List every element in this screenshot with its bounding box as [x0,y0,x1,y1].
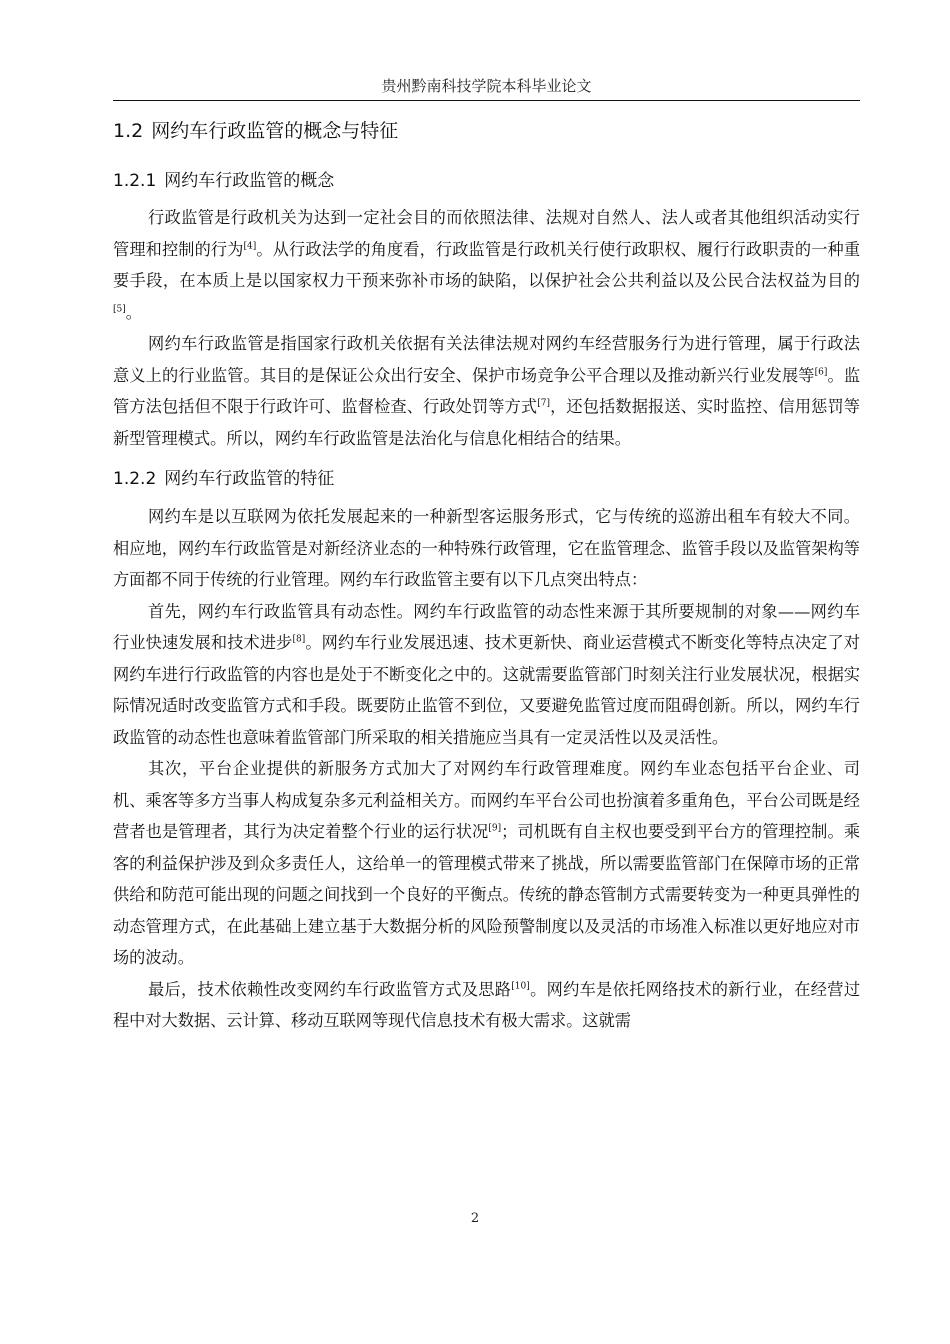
section-title: 网约车行政监管的概念与特征 [151,120,399,142]
header-rule [113,100,860,101]
paragraph-4 [113,596,860,754]
paragraph-1 [113,202,860,328]
section-heading [113,116,860,146]
paragraph-6 [113,974,860,1037]
text-run: 。监管方法包括但不限于行政许可、监督检查、行政处罚等方式 [113,365,861,416]
text-run: ；司机既有自主权也要受到平台方的管理控制。乘客的利益保护涉及到众多责任人，这给单一的管理模式带来了挑战，所以需要监管部门在保障市场的正常供给和防范可能出现的问题之间找到一个良好的平衡点。传统的静态管制方式需要转变为一种更具弹性的动态管理方式，在此基础上建立基于大数据分析的风险预警制度以及灵活的市场准入标准以更好地应对市场的波动。 [113,822,861,967]
citation: [7] [537,398,550,409]
text-run: 首先，网约车行政监管具有动态性。网约车行政监管的动态性来源于其所要规制的对象——网约车行业快速发展和技术进步 [113,601,860,652]
section-number: 1.2 [113,120,144,142]
text-run: 。 [125,302,142,322]
citation: [5] [113,304,126,315]
text-run: 网约车行政监管是指国家行政机关依据有关法律法规对网约车经营服务行为进行管理，属于行政法意义上的行业监管。其目的是保证公众出行安全、保护市场竞争公平合理以及推动新兴行业发展等 [113,334,860,385]
citation: [9] [488,823,502,834]
text-run: 最后，技术依赖性改变网约车行政监管方式及思路 [148,979,512,999]
subsection-title: 网约车行政监管的特征 [164,469,335,489]
subsection-title: 网约车行政监管的概念 [164,171,335,191]
text-run: 网约车是以互联网为依托发展起来的一种新型客运服务形式，它与传统的巡游出租车有较大不同。相应地，网约车行政监管是对新经济业态的一种特殊行政管理，它在监管理念、监管手段以及监管架构等方面都不同于传统的行业管理。网约车行政监管主要有以下几点突出特点： [113,507,860,589]
citation: [8] [292,634,306,645]
text-run: 其次，平台企业提供的新服务方式加大了对网约车行政管理难度。网约车业态包括平台企业、司机、乘客等多方当事人构成复杂多元利益相关方。而网约车平台公司也扮演着多重角色，平台公司既是经营者也是管理者，其行为决定着整个行业的运行状况 [113,759,860,841]
citation: [10] [511,981,530,992]
text-run: 行政监管是行政机关为达到一定社会目的而依照法律、法规对自然人、法人或者其他组织活动实行管理和控制的行为 [113,208,860,259]
page-number: 2 [470,1211,480,1226]
paragraph-3 [113,501,860,596]
subsection-number: 1.2.2 [113,469,157,489]
subsection-heading-concept [113,166,860,196]
paragraph-5 [113,753,860,974]
text-run: ，还包括数据报送、实时监控、信用惩罚等新型管理模式。所以，网约车行政监管是法治化与信息化相结合的结果。 [113,397,860,448]
running-header: 贵州黔南科技学院本科毕业论文 [381,77,592,95]
text-run: 。网约车行业发展迅速、技术更新快、商业运营模式不断变化等特点决定了对网约车进行行政监管的内容也是处于不断变化之中的。这就需要监管部门时刻关注行业发展状况，根据实际情况适时改变监管方式和手段。既要防止监管不到位，又要避免监管过度而阻碍创新。所以，网约车行政监管的动态性也意味着监管部门所采取的相关措施应当具有一定灵活性以及灵活性。 [113,633,860,747]
citation: [6] [814,367,828,378]
page-content [113,116,860,1037]
subsection-number: 1.2.1 [113,171,157,191]
text-run: 。网约车是依托网络技术的新行业，在经营过程中对大数据、云计算、移动互联网等现代信息技术有极大需求。这就需 [113,979,861,1030]
paragraph-2 [113,328,860,454]
subsection-heading-features [113,464,860,494]
text-run: 。从行政法学的角度看，行政监管是行政机关行使行政职权、履行行政职责的一种重要手段，在本质上是以国家权力干预来弥补市场的缺陷，以保护社会公共利益以及公民合法权益为目的 [113,239,861,290]
citation: [4] [243,241,257,252]
